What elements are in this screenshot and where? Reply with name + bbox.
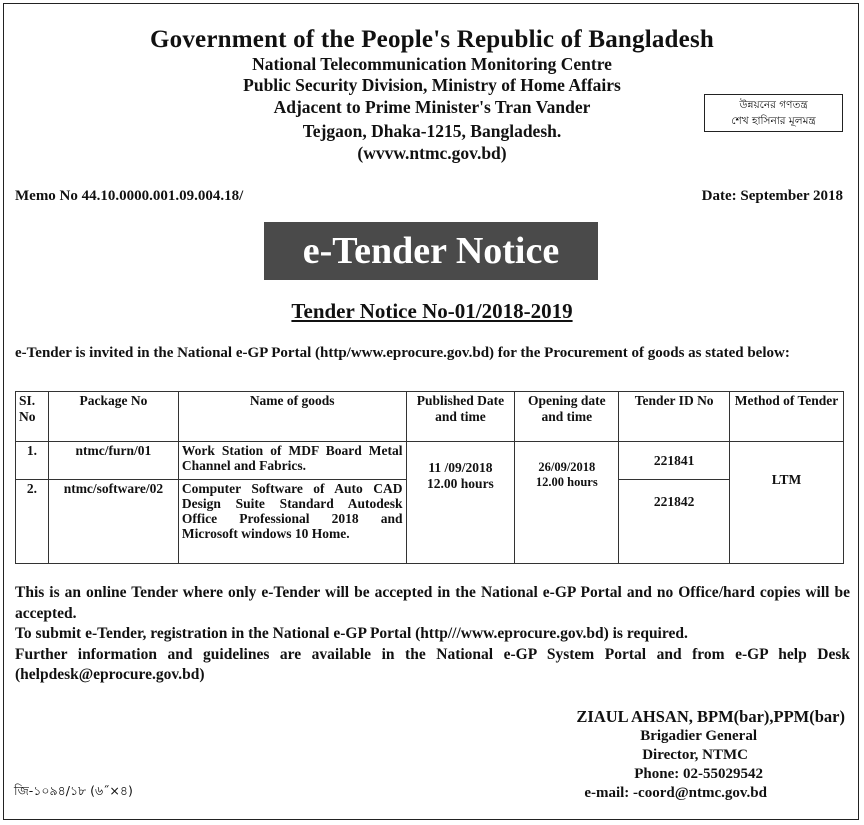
header-tender-id: Tender ID No [619,392,730,442]
header-sl: SI. No [16,392,49,442]
tender-notice-number: Tender Notice No-01/2018-2019 [291,299,573,323]
memo-number: Memo No 44.10.0000.001.09.004.18/ [15,188,244,204]
row-goods: Work Station of MDF Board Metal Channel and Fabrics. [178,442,406,480]
header-package: Package No [48,392,178,442]
signatory-rank: Brigadier General [640,728,757,744]
slogan-line-1: উন্নয়নের গণতন্ত্র [739,99,808,111]
header-goods: Name of goods [178,392,406,442]
row-tender-id: 221842 [619,480,730,564]
table-row [16,442,844,480]
opening-cell [515,442,619,564]
header-opening: Opening date and time [515,392,619,442]
signature-block [440,706,845,803]
etender-banner: e-Tender Notice [264,222,598,280]
opening-date: 26/09/2018 [538,460,596,474]
intro-text: e-Tender is invited in the National e-GP Portal (http/www.eprocure.gov.bd) for the Procurement of goods as stated below: [15,345,790,361]
paragraph-registration: To submit e-Tender, registration in the National e-GP Portal (http///www.eprocure.gov.bd) is required. [15,625,688,642]
row-package: ntmc/software/02 [48,480,178,564]
signatory-title: Director, NTMC [642,747,748,763]
signatory-phone: Phone: 02-55029542 [634,766,763,782]
header-method: Method of Tender [730,392,844,442]
notice-body [15,583,850,686]
row-tender-id: 221841 [619,442,730,480]
method-cell: LTM [730,442,844,564]
row-sl: 1. [16,442,49,480]
signatory-name: ZIAUL AHSAN, BPM(bar),PPM(bar) [576,707,845,726]
row-package: ntmc/furn/01 [48,442,178,480]
slogan-line-2: শেখ হাসিনার মূলমন্ত্র [731,115,816,127]
address-line-1: Adjacent to Prime Minister's Tran Vander [273,97,591,117]
tender-table [15,391,844,564]
address-line-2: Tejgaon, Dhaka-1215, Bangladesh. [302,121,562,141]
row-sl: 2. [16,480,49,564]
website: (wvvw.ntmc.gov.bd) [357,143,507,163]
government-title: Government of the People's Republic of Bangladesh [150,26,714,53]
division-name: Public Security Division, Ministry of Home Affairs [243,75,621,95]
published-time: 12.00 hours [427,476,494,491]
published-date: 11 /09/2018 [428,460,493,475]
org-name: National Telecommunication Monitoring Centre [252,54,612,74]
notice-date: Date: September 2018 [701,188,843,204]
paragraph-further-info: Further information and guidelines are available in the National e-GP System Portal and from e-GP help Desk (helpdesk@eprocure.gov.bd) [15,645,850,683]
slogan-box [704,94,843,132]
table-header-row [16,392,844,442]
published-cell [406,442,515,564]
header-published: Published Date and time [406,392,515,442]
signatory-email: e-mail: -coord@ntmc.gov.bd [584,785,767,801]
row-goods: Computer Software of Auto CAD Design Suite Standard Autodesk Office Professional 2018 and Microsoft windows 10 Home. [178,480,406,564]
footer-code: জি-১০৯৪/১৮ (৬˝×৪) [14,783,133,798]
paragraph-online-tender: This is an online Tender where only e-Tender will be accepted in the National e-GP Portal and no Office/hard copies will be accepted. [15,584,850,622]
opening-time: 12.00 hours [535,475,598,489]
